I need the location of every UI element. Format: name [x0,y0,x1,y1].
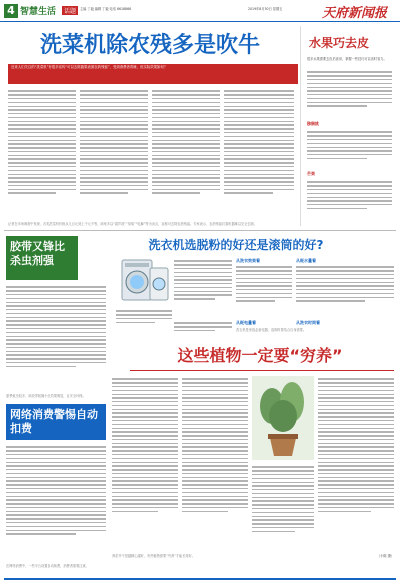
story3-text: 洗衣机是家庭必备电器，选购时要结合自身需要。 [236,328,307,332]
story3-sub3: 从耗电量看 [236,320,256,325]
sidebar-lines-2 [307,129,392,169]
sidebar-body: 很多水果需要去皮后食用，掌握一些技巧可以省时省力。 [307,57,387,61]
story3-col3 [296,264,394,318]
lead-intro: 近来人们关注的“洗菜机”有很多宣传“可以去除蔬果表面农药残留”，受到消费者青睐，但实际效果如何？ [8,64,298,84]
paper-name: 天府新闻报 [322,6,388,21]
washing-machine-image [116,258,172,304]
story3-title [116,236,356,254]
story4-headline: 这些植物一定要“穷养” [177,346,343,365]
masthead [0,0,400,22]
lead-body-col1 [8,88,76,222]
lead-body-col3 [152,88,220,222]
story3-sub2: 从耗水量看 [296,258,316,263]
story2-title: 胶带又锋比杀虫剂强 [10,240,65,267]
story4-col4 [318,376,394,552]
lead-body-text: 记者在市场调查中发现，各类洗菜机价格从几百元到上千元不等，商家多以“超声波”“臭氧”“电解”等为卖点，宣称可去除农药残留。专家表示，农药残留仅靠机器难以完全去除。 [8,222,257,226]
story3-col5 [174,320,232,338]
sidebar-box [300,26,396,226]
story4-col1 [112,376,178,552]
sidebar-title: 水果巧去皮 [309,36,370,50]
date: 2019年8月30日 星期五 [248,7,283,11]
story4-text: 养花并不是越精心越好，有些植物需要“穷养”才能长得好。 [112,554,195,558]
story2-text: 夏季蚊虫较多，用胶带粘捕小虫效果明显，且安全环保。 [6,394,86,398]
section-name: 智慧生活 [20,7,57,17]
sidebar-lines-1 [307,69,392,119]
lead-body-col4 [224,88,294,222]
lead-title: 洗菜机除农残多是吹牛 [39,33,260,58]
story5-title-box [6,404,106,440]
story3-col2 [236,264,292,318]
lead-body-col2 [80,88,148,222]
story4-rule [130,370,394,371]
story5-text: 在网络消费中，一些平台设置自动续费，消费者需要注意。 [6,564,89,568]
story3-headline: 洗衣机选脱粉的好还是滚筒的好? [148,238,324,252]
section-label: 话题 [64,8,77,15]
story4-col2 [182,376,248,552]
byline: （小陈 摄） [377,554,394,558]
issue-info: 主编 丁毅 编辑 丁毅 电话 6618866 [80,7,132,11]
plant-image [252,376,314,460]
story4-title [130,344,390,368]
story3-col4 [116,308,172,328]
story3-sub1: 从洗衣效果看 [236,258,260,263]
story3-col1 [174,258,232,318]
page-number: 4 [4,4,18,18]
lead-headline [20,30,280,62]
story3-sub4: 从洗衣时间看 [296,320,320,325]
bottom-rule [4,578,396,580]
story4-col3 [252,464,314,552]
sidebar-tip2: 芒果 [307,171,315,176]
sidebar-lines-3 [307,179,392,217]
story2-title-box [6,236,78,280]
story5-body [6,444,106,562]
sidebar-tip1: 猕猴桃 [307,121,319,126]
story5-title: 网络消费警惕自动扣费 [10,408,98,435]
divider [4,230,396,231]
story2-body [6,284,106,394]
